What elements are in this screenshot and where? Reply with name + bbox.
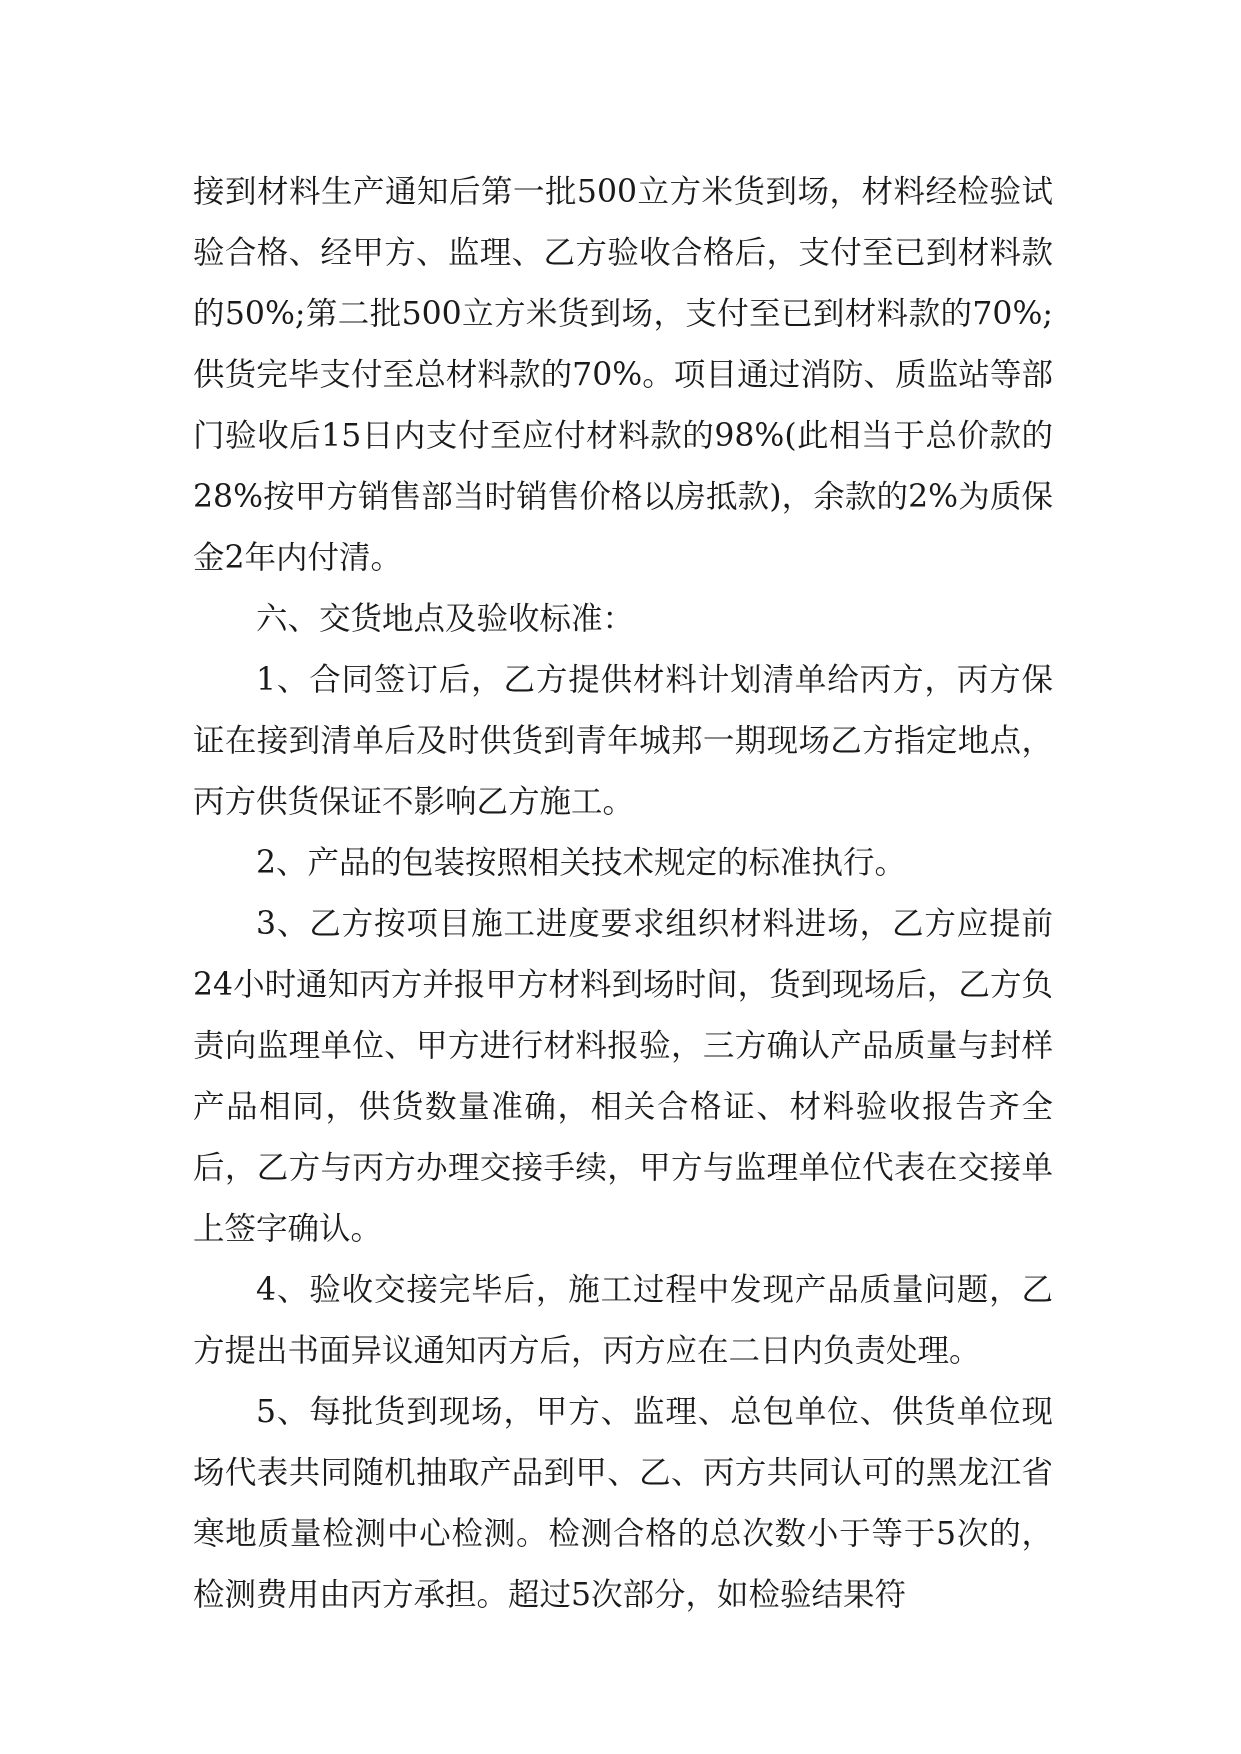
clause-5-sampling-inspection: 5、每批货到现场，甲方、监理、总包单位、供货单位现场代表共同随机抽取产品到甲、乙、丙方共同认可的黑龙江省寒地质量检测中心检测。检测合格的总次数小于等于5次的，检测费用由丙方承担。超过5次部分，如检验结果符 <box>193 1394 1053 1613</box>
clause-4-quality-issues: 4、验收交接完毕后，施工过程中发现产品质量问题，乙方提出书面异议通知丙方后，丙方应在二日内负责处理。 <box>193 1272 1053 1369</box>
paragraph-payment-terms: 接到材料生产通知后第一批500立方米货到场，材料经检验试验合格、经甲方、监理、乙方验收合格后，支付至已到材料款的50%;第二批500立方米货到场，支付至已到材料款的70%;供货完毕支付至总材料款的70%。项目通过消防、质监站等部门验收后15日内支付至应付材料款的98%(此相当于总价款的28%按甲方销售部当时销售价格以房抵款)，余款的2%为质保金2年内付清。 <box>193 174 1053 576</box>
clause-1-delivery-location: 1、合同签订后，乙方提供材料计划清单给丙方，丙方保证在接到清单后及时供货到青年城邦一期现场乙方指定地点，丙方供货保证不影响乙方施工。 <box>193 662 1053 820</box>
clause-2-packaging: 2、产品的包装按照相关技术规定的标准执行。 <box>256 845 907 881</box>
section-heading-delivery-acceptance: 六、交货地点及验收标准： <box>256 601 635 637</box>
clause-3-material-entry: 3、乙方按项目施工进度要求组织材料进场，乙方应提前24小时通知丙方并报甲方材料到场时间，货到现场后，乙方负责向监理单位、甲方进行材料报验，三方确认产品质量与封样产品相同，供货数量准确，相关合格证、材料验收报告齐全后，乙方与丙方办理交接手续，甲方与监理单位代表在交接单上签字确认。 <box>193 906 1053 1247</box>
contract-text-block <box>193 162 1053 1626</box>
